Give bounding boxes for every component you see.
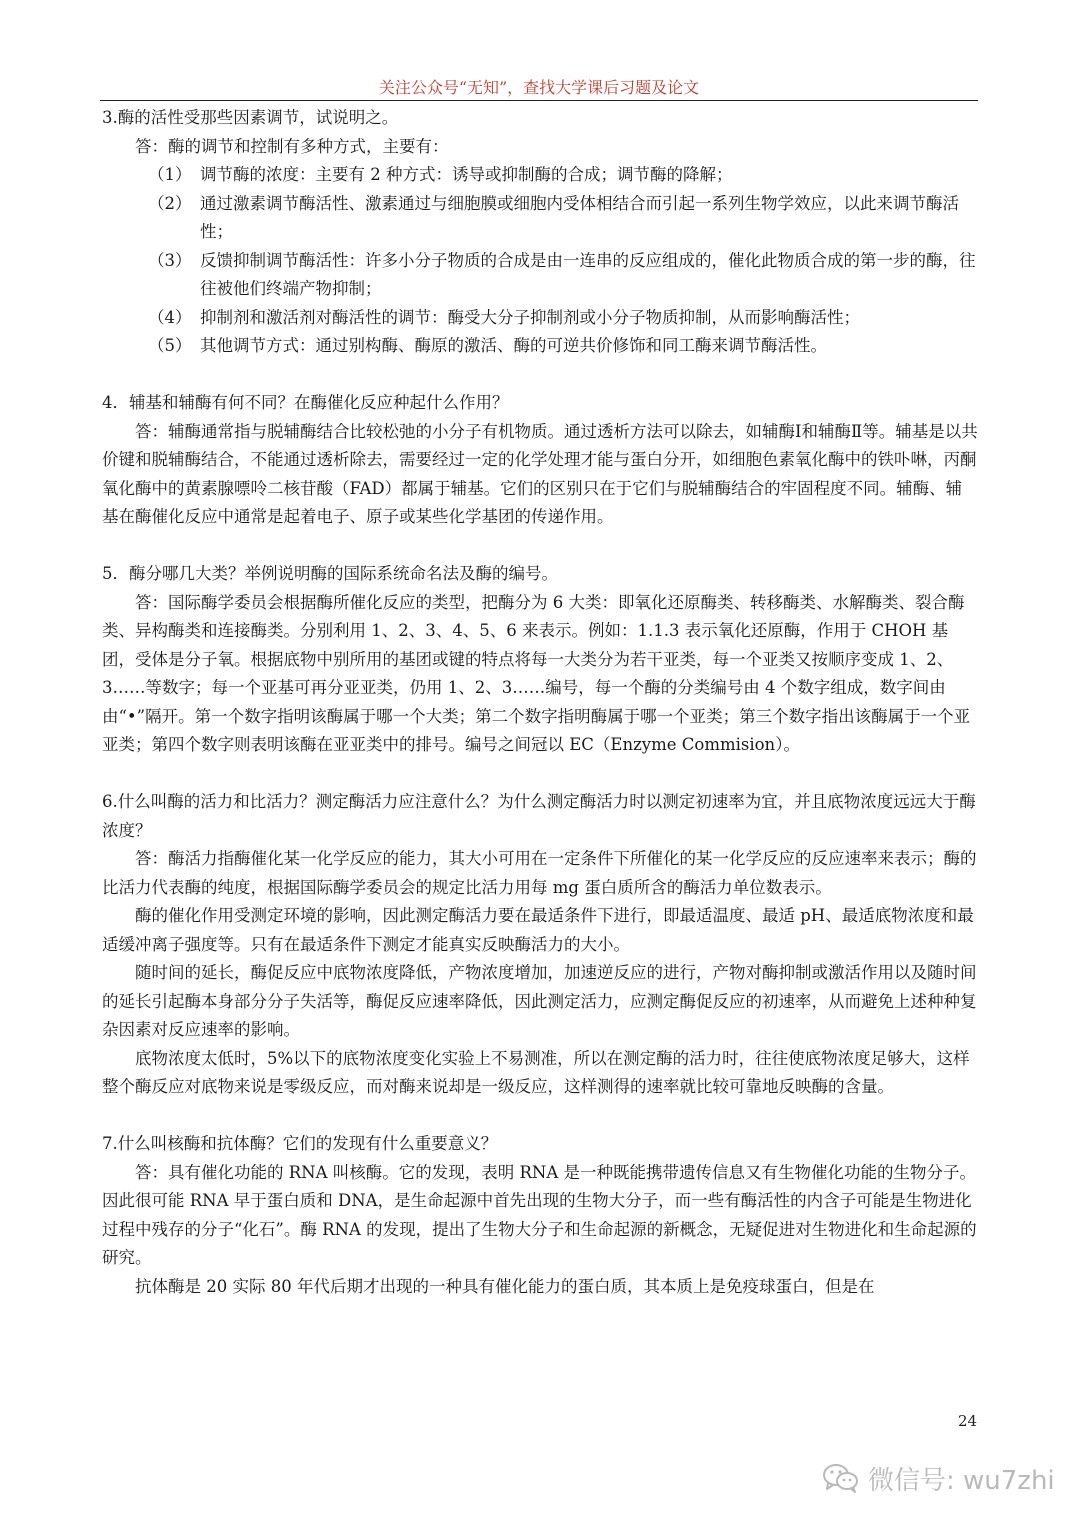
question-6: 6.什么叫酶的活力和比活力？测定酶活力应注意什么？为什么测定酶活力时以测定初速率为宜，并且底物浓度远远大于酶浓度？ (102, 792, 976, 840)
question-3: 3.酶的活性受那些因素调节，试说明之。 (102, 108, 399, 127)
list-item-text: 抑制剂和激活剂对酶活性的调节：酶受大分子抑制剂或小分子物质抑制，从而影响酶活性； (200, 307, 860, 327)
list-item-number: （2） (148, 193, 192, 213)
list-item-text: 通过激素调节酶活性、激素通过与细胞膜或细胞内受体相结合而引起一系列生物学效应，以此来调节酶活性； (200, 193, 959, 241)
answer-5: 答：国际酶学委员会根据酶所催化反应的类型，把酶分为 6 大类：即氧化还原酶类、转移酶类、水解酶类、裂合酶类、异构酶类和连接酶类。分别利用 1、2、3、4、5、6 来表示。例如：1.1.3 表示氧化还原酶，作用于 CHOH 基团，受体是分子氧。根据底物中别所用的基团或键的特点将每一大类分为若干亚类，每一个亚类又按顺序变成 1、2、3……等数字；每一个亚基可再分亚亚类，仍用 1、2、3……编号，每一个酶的分类编号由 4 个数字组成，数字间由由“•”隔开。第一个数字指明该酶属于哪一个大类；第二个数字指明酶属于哪一个亚类；第三个数字指出该酶属于一个亚亚类；第四个数字则表明该酶在亚亚类中的排号。编号之间冠以 EC（Enzyme Commision）。 (102, 592, 971, 754)
list-item-number: （3） (148, 250, 192, 270)
list-item (102, 161, 978, 190)
list-item-number: （5） (148, 336, 192, 355)
header-divider (100, 100, 978, 101)
question-7: 7.什么叫核酶和抗体酶？它们的发现有什么重要意义？ (102, 1134, 498, 1153)
answer-3-intro: 答：酶的调节和控制有多种方式，主要有： (135, 136, 449, 156)
list-item-number: （1） (148, 165, 192, 184)
section-spacer (102, 1102, 978, 1131)
list-item-text: 调节酶的浓度：主要有 2 种方式：诱导或抑制酶的合成；调节酶的降解； (200, 165, 733, 184)
section-spacer (102, 532, 978, 561)
page-header: 关注公众号“无知”，查找大学课后习题及论文 (378, 78, 700, 97)
answer-7-paragraph: 抗体酶是 20 实际 80 年代后期才出现的一种具有催化能力的蛋白质，其本质上是免疫球蛋白，但是在 (135, 1276, 875, 1296)
section-spacer (102, 361, 978, 390)
answer-6-paragraph: 酶的催化作用受测定环境的影响，因此测定酶活力要在最适条件下进行，即最适温度、最适 pH、最适底物浓度和最适缓冲离子强度等。只有在最适条件下测定才能真实反映酶活力的大小。 (102, 906, 974, 954)
answer-7-paragraph: 答：具有催化功能的 RNA 叫核酶。它的发现，表明 RNA 是一种既能携带遗传信息又有生物催化功能的生物分子。因此很可能 RNA 早于蛋白质和 DNA，是生命起源中首先出现的生物大分子，而一些有酶活性的内含子可能是生物进化过程中残存的分子“化石”。酶 RNA 的发现，提出了生物大分子和生命起源的新概念，无疑促进对生物进化和生命起源的研究。 (102, 1162, 977, 1267)
answer-4: 答：辅酶通常指与脱辅酶结合比较松弛的小分子有机物质。通过透析方法可以除去，如辅酶Ⅰ和辅酶Ⅱ等。辅基是以共价键和脱辅酶结合，不能通过透析除去，需要经过一定的化学处理才能与蛋白分开，如细胞色素氧化酶中的铁卟啉，丙酮氧化酶中的黄素腺嘌呤二核苷酸（FAD）都属于辅基。它们的区别只在于它们与脱辅酶结合的牢固程度不同。辅酶、辅基在酶催化反应中通常是起着电子、原子或某些化学基团的传递作用。 (102, 421, 978, 526)
question-4: 4．辅基和辅酶有何不同？在酶催化反应种起什么作用？ (102, 393, 509, 412)
list-item (102, 304, 978, 333)
list-item-text: 其他调节方式：通过别构酶、酶原的激活、酶的可逆共价修饰和同工酶来调节酶活性。 (200, 336, 827, 355)
answer-6-paragraph: 随时间的延长，酶促反应中底物浓度降低，产物浓度增加，加速逆反应的进行，产物对酶抑制或激活作用以及随时间的延长引起酶本身部分分子失活等，酶促反应速率降低，因此测定活力，应测定酶促反应的初速率，从而避免上述种种复杂因素对反应速率的影响。 (102, 963, 977, 1039)
wechat-icon (822, 1462, 860, 1494)
answer-6-paragraph: 底物浓度太低时，5%以下的底物浓度变化实验上不易测准，所以在测定酶的活力时，往往使底物浓度足够大，这样整个酶反应对底物来说是零级反应，而对酶来说却是一级反应，这样测得的速率就比较可靠地反映酶的含量。 (102, 1048, 970, 1096)
watermark (822, 1458, 1055, 1498)
list-item-number: （4） (148, 307, 192, 327)
list-item-text: 反馈抑制调节酶活性：许多小分子物质的合成是由一连串的反应组成的，催化此物质合成的第一步的酶，往往被他们终端产物抑制； (200, 250, 976, 298)
answer-6-paragraph: 答：酶活力指酶催化某一化学反应的能力，其大小可用在一定条件下所催化的某一化学反应的反应速率来表示；酶的比活力代表酶的纯度，根据国际酶学委员会的规定比活力用每 mg 蛋白质所含的酶活力单位数表示。 (102, 849, 977, 897)
list-item (102, 190, 978, 247)
page-number: 24 (958, 1412, 978, 1430)
list-item (102, 332, 978, 361)
watermark-text: 微信号: wu7zhi (868, 1465, 1055, 1496)
question-5: 5．酶分哪几大类？举例说明酶的国际系统命名法及酶的编号。 (102, 564, 558, 583)
list-item (102, 247, 978, 304)
section-spacer (102, 760, 978, 789)
document-body (102, 104, 978, 1301)
